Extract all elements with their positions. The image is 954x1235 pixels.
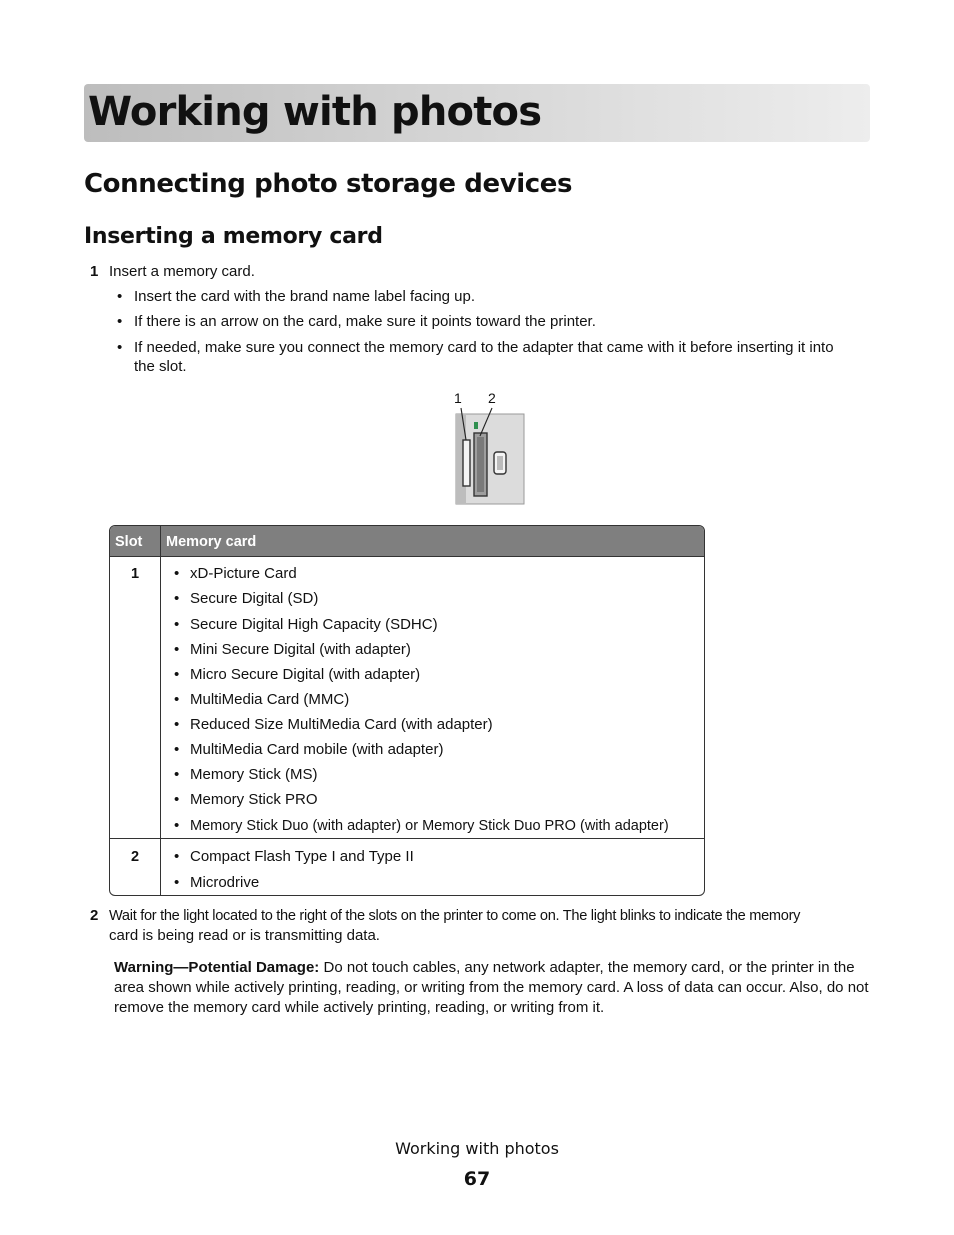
step-number: 2 bbox=[90, 907, 99, 924]
list-item: Secure Digital (SD) bbox=[190, 590, 319, 607]
bullet-icon: • bbox=[174, 791, 180, 808]
list-item: Microdrive bbox=[190, 874, 260, 891]
list-item: MultiMedia Card (MMC) bbox=[190, 691, 350, 708]
row-divider bbox=[110, 838, 704, 839]
bullet-icon: • bbox=[174, 590, 180, 607]
step-number: 1 bbox=[90, 263, 99, 280]
card-slots-drawing bbox=[446, 388, 536, 506]
warning-label: Warning—Potential Damage: bbox=[114, 959, 320, 976]
column-header-slot: Slot bbox=[115, 534, 143, 550]
list-item: Insert the card with the brand name label facing up. bbox=[134, 288, 476, 305]
bullet-icon: • bbox=[117, 313, 123, 330]
list-item: If there is an arrow on the card, make sure it points toward the printer. bbox=[134, 313, 596, 330]
list-item: Mini Secure Digital (with adapter) bbox=[190, 641, 411, 658]
page-number: 67 bbox=[463, 1168, 491, 1190]
bullet-icon: • bbox=[174, 716, 180, 733]
table-row-slot: 1 bbox=[130, 566, 140, 582]
column-header-memory-card: Memory card bbox=[166, 534, 257, 550]
list-item: Compact Flash Type I and Type II bbox=[190, 848, 414, 865]
bullet-icon: • bbox=[174, 691, 180, 708]
bullet-icon: • bbox=[174, 874, 180, 891]
list-item-continuation: the slot. bbox=[134, 358, 187, 375]
warning-note bbox=[114, 958, 874, 1018]
list-item: Memory Stick PRO bbox=[190, 791, 318, 808]
bullet-icon: • bbox=[117, 339, 123, 356]
list-item: Reduced Size MultiMedia Card (with adapter) bbox=[190, 716, 493, 733]
bullet-icon: • bbox=[174, 848, 180, 865]
bullet-icon: • bbox=[117, 288, 123, 305]
list-item: Secure Digital High Capacity (SDHC) bbox=[190, 616, 438, 633]
chapter-title: Working with photos bbox=[88, 89, 542, 135]
table-row-slot: 2 bbox=[130, 849, 140, 865]
step-text: Insert a memory card. bbox=[109, 263, 255, 280]
subsection-title: Inserting a memory card bbox=[84, 224, 383, 249]
callout-label: 2 bbox=[488, 390, 496, 406]
memory-card-slots-illustration bbox=[446, 388, 536, 506]
bullet-icon: • bbox=[174, 766, 180, 783]
section-title: Connecting photo storage devices bbox=[84, 169, 573, 199]
bullet-icon: • bbox=[174, 565, 180, 582]
list-item: If needed, make sure you connect the memory card to the adapter that came with it before inserting it into bbox=[134, 339, 834, 356]
bullet-icon: • bbox=[174, 616, 180, 633]
memory-card-table bbox=[109, 525, 705, 896]
list-item: MultiMedia Card mobile (with adapter) bbox=[190, 741, 444, 758]
list-item: Micro Secure Digital (with adapter) bbox=[190, 666, 421, 683]
bullet-icon: • bbox=[174, 666, 180, 683]
list-item: Memory Stick Duo (with adapter) or Memory Stick Duo PRO (with adapter) bbox=[190, 818, 669, 834]
bullet-icon: • bbox=[174, 741, 180, 758]
column-divider bbox=[160, 526, 161, 895]
bullet-icon: • bbox=[174, 641, 180, 658]
callout-label: 1 bbox=[454, 390, 462, 406]
list-item: xD-Picture Card bbox=[190, 565, 297, 582]
bullet-icon: • bbox=[174, 817, 180, 834]
step-text: Wait for the light located to the right of the slots on the printer to come on. The light blinks to indicate the memory bbox=[109, 908, 801, 924]
list-item: Memory Stick (MS) bbox=[190, 766, 318, 783]
warning-text: Do not touch cables, any network adapter, the memory card, or the printer in the area shown while actively printing, reading, or writing from the memory card. A loss of data can occur. Also, do not remove the memory card while actively printing, reading, or writing from it. bbox=[114, 959, 869, 1016]
footer-chapter-title: Working with photos bbox=[395, 1139, 559, 1158]
table-header bbox=[110, 526, 704, 557]
step-text-continuation: card is being read or is transmitting data. bbox=[109, 927, 380, 944]
